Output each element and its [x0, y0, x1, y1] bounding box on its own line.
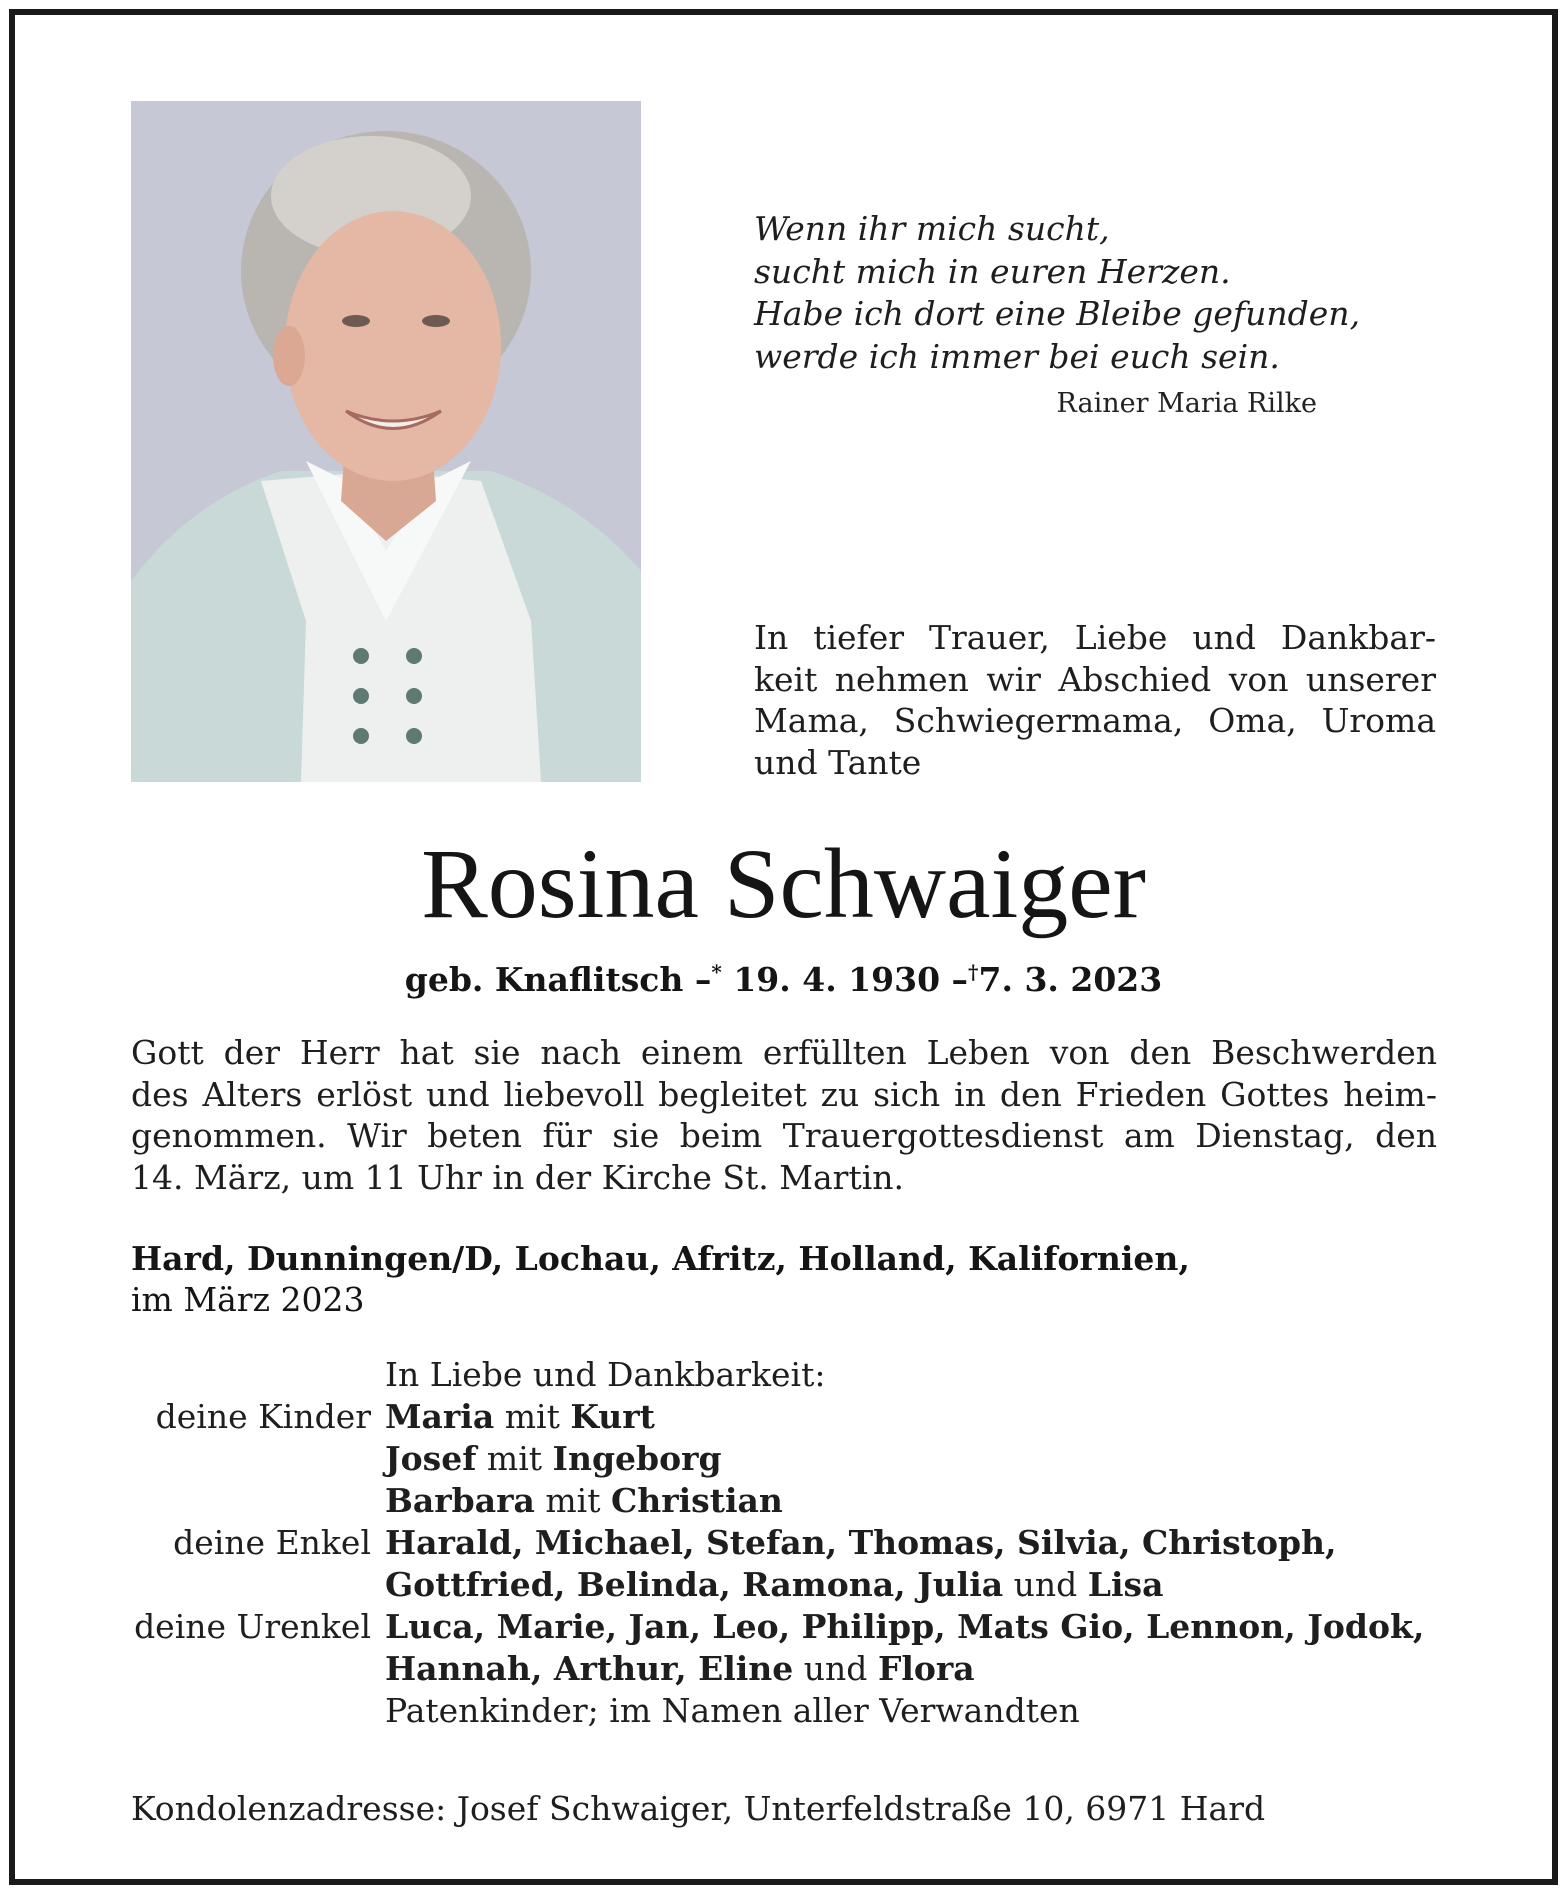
- spouse-name: Ingeborg: [552, 1439, 722, 1478]
- mit-word: mit: [504, 1397, 560, 1436]
- urenkel-label: deine Urenkel: [134, 1607, 371, 1646]
- kinder-row: [131, 1438, 1461, 1480]
- condolence-address: Kondolenzadresse: Josef Schwaiger, Unterfeldstraße 10, 6971 Hard: [131, 1789, 1266, 1828]
- kinder-row: [131, 1396, 1461, 1438]
- poem-line: Wenn ihr mich sucht,: [754, 209, 1110, 248]
- mit-word: mit: [486, 1439, 543, 1478]
- body-line: 14. März, um 11 Uhr in der Kirche St. Martin.: [131, 1157, 905, 1197]
- died-symbol: †: [968, 960, 979, 984]
- places-block: [131, 1238, 1190, 1320]
- kinder-row: [131, 1480, 1461, 1522]
- date-line: im März 2023: [131, 1280, 365, 1319]
- closing-row: [131, 1690, 1461, 1732]
- intro-line: und Tante: [754, 742, 922, 782]
- spouse-name: Christian: [611, 1481, 783, 1520]
- body-line: des Alters erlöst und liebevoll begleitet zu sich in den Frieden Gottes heim-: [131, 1074, 1437, 1114]
- poem-line: Habe ich dort eine Bleibe gefunden,: [754, 294, 1361, 333]
- kinder-label: deine Kinder: [155, 1397, 371, 1436]
- und-word: und: [803, 1649, 868, 1688]
- great-grandchild-name: Flora: [877, 1649, 975, 1688]
- poem-line: werde ich immer bei euch sein.: [754, 336, 1280, 376]
- grandchildren-names: Gottfried, Belinda, Ramona, Julia: [385, 1565, 1004, 1604]
- intro-line: Mama, Schwiegermama, Oma, Uroma: [754, 701, 1436, 740]
- und-word: und: [1013, 1565, 1078, 1604]
- urenkel-row: [131, 1648, 1461, 1690]
- enkel-label: deine Enkel: [173, 1523, 371, 1562]
- death-date: 7. 3. 2023: [978, 960, 1163, 999]
- portrait-photo: [131, 101, 641, 782]
- birth-date: 19. 4. 1930: [733, 960, 941, 999]
- child-name: Josef: [385, 1439, 477, 1478]
- intro-paragraph: [754, 617, 1436, 783]
- locations: Hard, Dunningen/D, Lochau, Afritz, Holland, Kalifornien,: [131, 1239, 1190, 1278]
- closing-text: Patenkinder; im Namen aller Verwandten: [385, 1691, 1080, 1730]
- announcement-text: [131, 1032, 1437, 1198]
- body-line: genommen. Wir beten für sie beim Trauergottesdienst am Dienstag, den: [131, 1116, 1437, 1155]
- urenkel-row: [131, 1606, 1461, 1648]
- deceased-name: Rosina Schwaiger: [421, 828, 1146, 939]
- poem: [754, 208, 1360, 378]
- poem-line: sucht mich in euren Herzen.: [754, 251, 1231, 291]
- family-block: [131, 1354, 1461, 1732]
- child-name: Maria: [385, 1397, 495, 1436]
- maiden-name: geb. Knaflitsch: [404, 960, 684, 999]
- great-grandchildren-names: Hannah, Arthur, Eline: [385, 1649, 794, 1688]
- great-grandchildren-names: Luca, Marie, Jan, Leo, Philipp, Mats Gio, Lennon, Jodok,: [385, 1607, 1425, 1646]
- dash: –: [694, 960, 712, 999]
- enkel-row: [131, 1564, 1461, 1606]
- spouse-name: Kurt: [570, 1397, 655, 1436]
- intro-line: In tiefer Trauer, Liebe und Dankbar-: [754, 618, 1436, 657]
- mit-word: mit: [545, 1481, 601, 1520]
- born-symbol: *: [711, 960, 722, 984]
- child-name: Barbara: [385, 1481, 535, 1520]
- enkel-row: [131, 1522, 1461, 1564]
- grandchildren-names: Harald, Michael, Stefan, Thomas, Silvia, Christoph,: [385, 1523, 1337, 1562]
- grandchild-name: Lisa: [1087, 1565, 1164, 1604]
- life-dates: [0, 952, 1567, 1000]
- intro-line: keit nehmen wir Abschied von unserer: [754, 659, 1436, 699]
- body-line: Gott der Herr hat sie nach einem erfüllten Leben von den Beschwerden: [131, 1033, 1437, 1072]
- family-heading: In Liebe und Dankbarkeit:: [385, 1355, 826, 1394]
- poem-author: Rainer Maria Rilke: [1056, 388, 1317, 419]
- dash: –: [951, 960, 969, 999]
- family-heading-row: [131, 1354, 1461, 1396]
